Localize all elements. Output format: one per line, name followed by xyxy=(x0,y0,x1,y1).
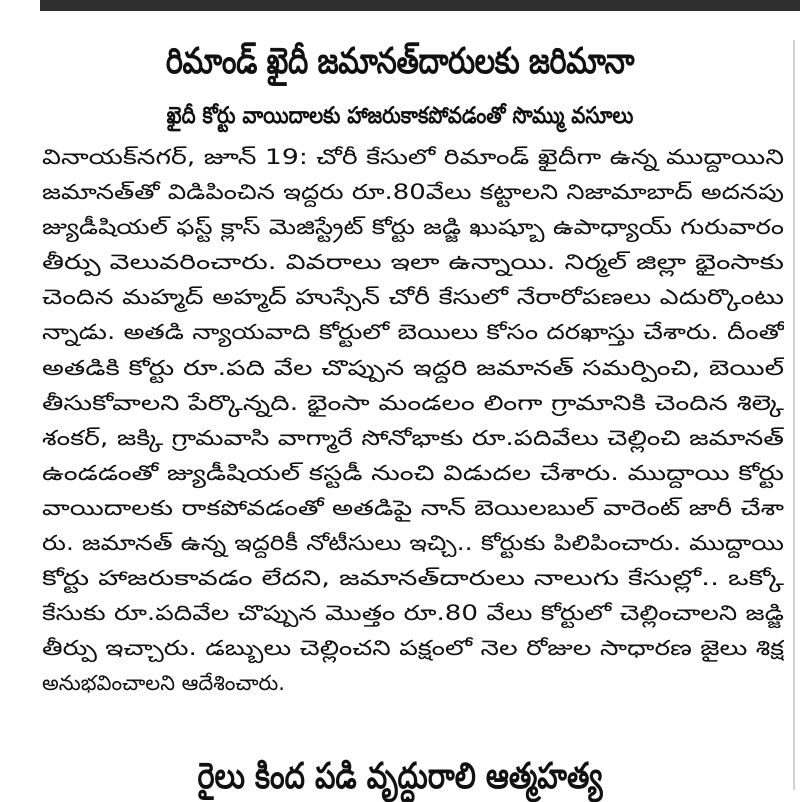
article-line xyxy=(42,666,784,701)
article-line-text: తీర్పు వెలువరించారు. వివరాలు ఇలా ఉన్నాయి. నిర్మల్ జిల్లా భైంసాకు xyxy=(42,250,784,275)
article-line xyxy=(42,631,784,666)
article-line-text: వినాయక్‌నగర్, జూన్ 19: చోరీ కేసులో రిమాండ్ ఖైదీగా ఉన్న ముద్దాయిని xyxy=(42,145,784,169)
article-body xyxy=(42,140,784,702)
article-line-text: ఉండడంతో జ్యుడీషియల్ కస్టడీ నుంచి విడుదల చేశారు. ముద్దాయి కోర్టు xyxy=(42,460,784,485)
article-line xyxy=(42,140,784,175)
headline: రిమాండ్ ఖైదీ జమానత్‌దారులకు జరిమానా xyxy=(165,41,635,82)
article-line xyxy=(42,491,784,526)
article-line xyxy=(42,421,784,456)
next-article-headline: రైలు కింద పడి వృద్ధురాలి ఆత్మహత్య xyxy=(197,756,603,797)
article-line-text: అతడికి కోర్టు రూ.పది వేల చొప్పున ఇద్దరి జమానత్ సమర్పించి, బెయిల్ xyxy=(42,355,784,380)
article-line xyxy=(42,315,784,350)
article-line-text: వాయిదాలకు రాకపోవడంతో అతడిపై నాన్ బెయిలబుల్ వారెంట్ జారీ చేశా xyxy=(42,495,784,520)
article-line xyxy=(42,351,784,386)
article-line xyxy=(42,245,784,280)
article-line-text: జమానత్‌తో విడిపించిన ఇద్దరు రూ.80వేలు కట్టాలని నిజామాబాద్ అదనపు xyxy=(42,180,784,205)
column-rule xyxy=(793,40,795,790)
article-line xyxy=(42,280,784,315)
article-line xyxy=(42,596,784,631)
article-line-text: అనుభవించాలని ఆదేశించారు. xyxy=(42,671,285,696)
article-line-text: జ్యుడీషియల్ ఫస్ట్ క్లాస్ మెజిస్ట్రేట్ కోర్టు జడ్జి ఖుష్బూ ఉపాధ్యాయ్ గురువారం xyxy=(42,215,784,240)
article-line xyxy=(42,561,784,596)
article-line xyxy=(42,456,784,491)
article-line xyxy=(42,386,784,421)
article-line xyxy=(42,526,784,561)
article-line-text: న్నాడు. అతడి న్యాయవాది కోర్టులో బెయిలు కోసం దరఖాస్తు చేశారు. దీంతో xyxy=(42,320,784,345)
article-line-text: తీసుకోవాలని పేర్కొన్నది. భైంసా మండలం లింగా గ్రామానికి చెందిన శిల్కె xyxy=(42,390,784,415)
article-line xyxy=(42,175,784,210)
article-line xyxy=(42,210,784,245)
article-line-text: కేసుకు రూ.పదివేల చొప్పున మొత్తం రూ.80 వేలు కోర్టులో చెల్లించాలని జడ్జి xyxy=(42,601,784,626)
article-line-text: శంకర్, జక్కి గ్రామవాసి వాగ్మారే సోనోభాకు రూ.పదివేలు చెల్లించి జమానత్ xyxy=(42,425,784,450)
article-line-text: రు. జమానత్ ఉన్న ఇద్దరికీ నోటీసులు ఇచ్చి.. కోర్టుకు పిలిపించారు. ముద్దాయి xyxy=(42,531,784,556)
article-line-text: తీర్పు ఇచ్చారు. డబ్బులు చెల్లించని పక్షంలో నెల రోజుల సాధారణ జైలు శిక్ష xyxy=(42,636,784,661)
article-line-text: చెందిన మహ్మద్ అహ్మద్ హుస్సేన్ చోరీ కేసులో నేరారోపణలు ఎదుర్కొంటు xyxy=(42,285,784,310)
subheadline: ఖైదీ కోర్టు వాయిదాలకు హాజరుకాకపోవడంతో సొమ్ము వసూలు xyxy=(166,103,634,129)
article-line-text: కోర్టు హాజరుకావడం లేదని, జమానత్‌దారులు నాలుగు కేసుల్లో.. ఒక్కో xyxy=(42,566,784,591)
top-rule xyxy=(40,0,800,11)
